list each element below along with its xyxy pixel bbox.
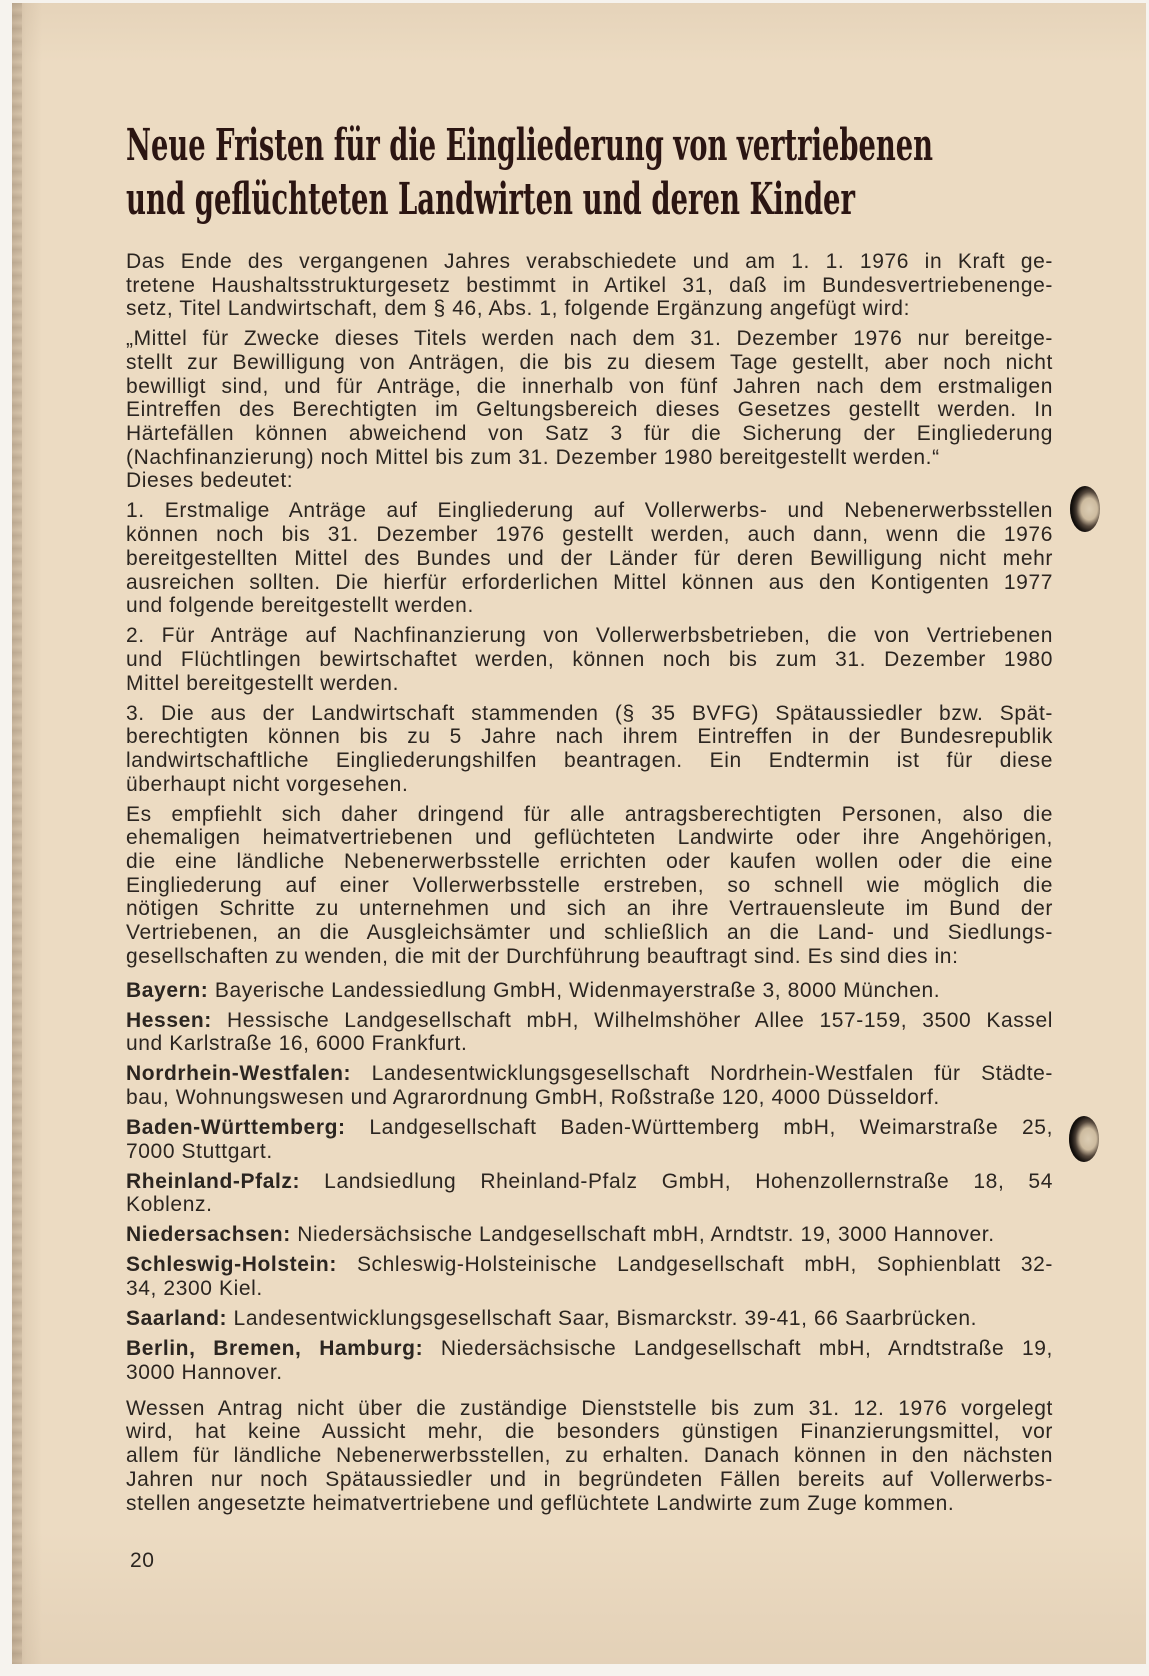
line-text: wird, hat keine Aussicht mehr, die besonders günstigen Finanzierungsmittel, vor bbox=[126, 1420, 1053, 1444]
title-line bbox=[126, 119, 1149, 173]
point-3-paragraph bbox=[126, 702, 1053, 797]
text-line-content bbox=[126, 446, 940, 470]
line-text: setz, Titel Landwirtschaft, dem § 46, Abs. 1, folgende Ergänzung angefügt wird: bbox=[126, 297, 911, 321]
line-text: die eine ländliche Nebenerwerbsstelle errichten oder kaufen wollen oder die eine bbox=[126, 849, 1053, 873]
text-line bbox=[126, 1420, 1053, 1444]
line-text: Niedersächsische Landgesellschaft mbH, Arndtstr. 19, 3000 Hannover. bbox=[297, 1223, 995, 1247]
region-label: Saarland: bbox=[126, 1306, 228, 1330]
line-text: Jahren nur noch Spätaussiedler und in begründeten Fällen bereits auf Vollerwerbs- bbox=[126, 1467, 1053, 1491]
text-line-content bbox=[126, 1223, 995, 1247]
point-2-paragraph bbox=[126, 624, 1053, 695]
text-line-content bbox=[126, 897, 1053, 921]
text-line-content bbox=[126, 571, 1053, 595]
line-text: Schleswig-Holsteinische Landgesellschaft mbH, Sophienblatt 32- bbox=[356, 1253, 1053, 1277]
line-text: stellen angesetzte heimatvertriebene und geflüchtete Landwirte zum Zuge kommen. bbox=[126, 1491, 955, 1515]
line-text: und folgende bereitgestellt werden. bbox=[126, 594, 474, 618]
text-line-content bbox=[126, 1140, 273, 1164]
line-text: Vertriebenen, an die Ausgleichsämter und schließlich an die Land- und Siedlungs- bbox=[126, 921, 1053, 945]
article-title bbox=[126, 119, 1149, 227]
text-line-content bbox=[126, 1253, 1053, 1277]
text-line bbox=[126, 921, 1053, 945]
line-text: 2. Für Anträge auf Nachfinanzierung von Vollerwerbsbetrieben, die von Vertriebenen bbox=[126, 624, 1053, 648]
text-line-content bbox=[126, 803, 1053, 827]
line-text: Eingliederung auf einer Vollerwerbsstelle erstreben, so schnell wie möglich die bbox=[126, 873, 1053, 897]
region-label: Rheinland-Pfalz: bbox=[126, 1169, 301, 1193]
text-line-content bbox=[126, 725, 1053, 749]
text-line bbox=[126, 773, 1053, 797]
region-label: Hessen: bbox=[126, 1008, 212, 1032]
text-line bbox=[126, 422, 1053, 446]
provision-summary-heading bbox=[126, 469, 1053, 493]
text-line-content bbox=[126, 1444, 1053, 1468]
line-text: stellt zur Bewilligung von Anträgen, die bis zu diesem Tage gestellt, aber noch nicht bbox=[126, 351, 1053, 375]
text-line-content bbox=[126, 398, 1053, 422]
text-line bbox=[126, 250, 1053, 274]
text-line-content bbox=[126, 1492, 954, 1516]
line-text: Dieses bedeutet: bbox=[126, 469, 294, 493]
address-schleswig-holstein bbox=[126, 1253, 1053, 1300]
line-text: ausreichen sollten. Die hierfür erforderlichen Mittel können aus den Kontigenten 1977 bbox=[126, 570, 1053, 594]
text-line bbox=[126, 850, 1053, 874]
line-text: Landsiedlung Rheinland-Pfalz GmbH, Hohenzollernstraße 18, 54 bbox=[324, 1169, 1053, 1193]
text-line bbox=[126, 375, 1053, 399]
text-line bbox=[126, 874, 1053, 898]
line-text: überhaupt nicht vorgesehen. bbox=[126, 772, 409, 796]
text-line bbox=[126, 897, 1053, 921]
address-nordrhein-westfalen bbox=[126, 1062, 1053, 1109]
text-line bbox=[126, 1492, 1053, 1516]
text-line-content bbox=[126, 1062, 1053, 1086]
text-line-content bbox=[126, 874, 1053, 898]
region-label: Nordrhein-Westfalen: bbox=[126, 1062, 352, 1086]
text-line bbox=[126, 826, 1053, 850]
text-line bbox=[126, 624, 1053, 648]
line-text: Das Ende des vergangenen Jahres verabschiedete und am 1. 1. 1976 in Kraft ge- bbox=[126, 250, 1053, 273]
region-label: Schleswig-Holstein: bbox=[126, 1253, 337, 1277]
region-label: Bayern: bbox=[126, 978, 209, 1002]
text-line-content bbox=[126, 773, 408, 797]
text-line-content bbox=[126, 1009, 1053, 1033]
text-line-content bbox=[126, 523, 1053, 547]
text-line bbox=[126, 1361, 1053, 1385]
text-line bbox=[126, 803, 1053, 827]
text-line-content bbox=[126, 594, 474, 618]
line-text: berechtigten können bis zu 5 Jahre nach ihrem Eintreffen in der Bundesrepublik bbox=[126, 725, 1053, 749]
line-text: allem für ländliche Nebenerwerbsstellen, zu erhalten. Danach können in den nächsten bbox=[126, 1444, 1053, 1468]
region-label: Baden-Württemberg: bbox=[126, 1115, 346, 1139]
line-text: Eintreffen des Berechtigten im Geltungsbereich dieses Gesetzes gestellt werden. In bbox=[126, 398, 1053, 422]
text-line bbox=[126, 1009, 1053, 1033]
line-text: Landesentwicklungsgesellschaft Nordrhein-Westfalen für Städte- bbox=[371, 1062, 1054, 1086]
text-line bbox=[126, 702, 1053, 726]
line-text: „Mittel für Zwecke dieses Titels werden nach dem 31. Dezember 1976 nur bereitge- bbox=[126, 327, 1053, 351]
address-bayern bbox=[126, 979, 1053, 1003]
line-text: (Nachfinanzierung) noch Mittel bis zum 31. Dezember 1980 bereitgestellt werden.“ bbox=[126, 445, 940, 469]
line-text: 3000 Hannover. bbox=[126, 1360, 283, 1384]
line-text: Hessische Landgesellschaft mbH, Wilhelmshöher Allee 157-159, 3500 Kassel bbox=[226, 1008, 1053, 1032]
text-line-content bbox=[126, 648, 1053, 672]
text-line-content bbox=[126, 1116, 1053, 1140]
text-line bbox=[126, 1444, 1053, 1468]
text-line bbox=[126, 749, 1053, 773]
text-line bbox=[126, 1397, 1053, 1421]
address-saarland bbox=[126, 1307, 1053, 1331]
text-line bbox=[126, 1062, 1053, 1086]
text-line-content bbox=[126, 351, 1053, 375]
text-line-content bbox=[126, 274, 1053, 298]
text-line bbox=[126, 1086, 1053, 1110]
text-line-content bbox=[126, 624, 1053, 648]
text-line-content bbox=[126, 749, 1053, 773]
text-line-content bbox=[126, 921, 1053, 945]
address-berlin-bremen-hamburg bbox=[126, 1337, 1053, 1384]
address-niedersachsen bbox=[126, 1223, 1053, 1247]
text-line-content bbox=[126, 422, 1053, 446]
text-line-content bbox=[126, 850, 1053, 874]
text-line-content bbox=[126, 979, 940, 1003]
line-text: nötigen Schritte zu unternehmen und sich an ihre Vertrauensleute im Bund der bbox=[126, 897, 1053, 921]
line-text: 3. Die aus der Landwirtschaft stammenden (§ 35 BVFG) Spätaussiedler bzw. Spät- bbox=[126, 701, 1053, 725]
text-line-content bbox=[126, 1086, 940, 1110]
text-line bbox=[126, 1116, 1053, 1140]
line-text: bereitgestellten Mittel des Bundes und der Länder für deren Bewilligung nicht mehr bbox=[126, 546, 1053, 570]
text-line bbox=[126, 327, 1053, 351]
line-text: Koblenz. bbox=[126, 1193, 213, 1217]
punch-hole bbox=[1069, 1116, 1099, 1162]
line-text: bau, Wohnungswesen und Agrarordnung GmbH, Roßstraße 120, 4000 Düsseldorf. bbox=[126, 1085, 940, 1109]
address-baden-wuerttemberg bbox=[126, 1116, 1053, 1163]
line-text: ehemaligen heimatvertriebenen und geflüchteten Landwirte oder ihre Angehörigen, bbox=[126, 826, 1053, 850]
text-line bbox=[126, 1193, 1053, 1217]
line-text: und Flüchtlingen bewirtschaftet werden, können noch bis zum 31. Dezember 1980 bbox=[126, 647, 1053, 671]
text-line-content bbox=[126, 1307, 977, 1331]
line-text: tretene Haushaltsstrukturgesetz bestimmt in Artikel 31, daß im Bundesvertriebenenge- bbox=[126, 273, 1053, 297]
line-text: 34, 2300 Kiel. bbox=[126, 1276, 263, 1300]
address-hessen bbox=[126, 1009, 1053, 1056]
title-line-text: und geflüchteten Landwirten und deren Kinder bbox=[126, 174, 855, 225]
line-text: gesellschaften zu wenden, die mit der Durchführung beauftragt sind. Es sind dies in: bbox=[126, 944, 959, 968]
text-line-content bbox=[126, 702, 1053, 726]
text-line bbox=[126, 547, 1053, 571]
line-text: Niedersächsische Landgesellschaft mbH, Arndtstraße 19, bbox=[440, 1336, 1053, 1360]
title-line bbox=[126, 173, 1149, 227]
text-line bbox=[126, 523, 1053, 547]
article-body bbox=[126, 250, 1053, 1515]
page-number: 20 bbox=[130, 1549, 155, 1572]
text-line bbox=[126, 351, 1053, 375]
text-line-content bbox=[126, 945, 959, 969]
line-text: können noch bis 31. Dezember 1976 gestellt werden, auch dann, wenn die 1976 bbox=[126, 523, 1053, 547]
region-label: Berlin, Bremen, Hamburg: bbox=[126, 1336, 424, 1360]
line-text: Landgesellschaft Baden-Württemberg mbH, Weimarstraße 25, bbox=[369, 1115, 1054, 1139]
address-rheinland-pfalz bbox=[126, 1170, 1053, 1217]
text-line bbox=[126, 1170, 1053, 1194]
text-line bbox=[126, 594, 1053, 618]
closing-paragraph bbox=[126, 1397, 1053, 1515]
line-text: Es empfiehlt sich daher dringend für alle antragsberechtigten Personen, also die bbox=[126, 802, 1053, 826]
text-line bbox=[126, 297, 1053, 321]
text-line bbox=[126, 1337, 1053, 1361]
text-line bbox=[126, 945, 1053, 969]
text-line-content bbox=[126, 1277, 263, 1301]
text-line bbox=[126, 571, 1053, 595]
text-line bbox=[126, 1277, 1053, 1301]
text-line-content bbox=[126, 1170, 1053, 1194]
text-line-content bbox=[126, 1420, 1053, 1444]
line-text: Mittel bereitgestellt werden. bbox=[126, 671, 400, 695]
text-line-content bbox=[126, 297, 910, 321]
text-line-content bbox=[126, 672, 399, 696]
text-line-content bbox=[126, 826, 1053, 850]
line-text: landwirtschaftliche Eingliederungshilfen beantragen. Ein Endtermin ist für diese bbox=[126, 748, 1053, 772]
text-line-content bbox=[126, 1397, 1053, 1421]
text-line-content bbox=[126, 469, 293, 493]
text-line bbox=[126, 499, 1053, 523]
text-line bbox=[126, 1307, 1053, 1331]
text-line-content bbox=[126, 1032, 467, 1056]
text-line bbox=[126, 648, 1053, 672]
text-line bbox=[126, 469, 1053, 493]
text-line bbox=[126, 1140, 1053, 1164]
point-1-paragraph bbox=[126, 499, 1053, 617]
line-text: bewilligt sind, und für Anträge, die innerhalb von fünf Jahren nach dem erstmaligen bbox=[126, 374, 1053, 398]
text-line-content bbox=[126, 1361, 283, 1385]
text-line bbox=[126, 274, 1053, 298]
quoted-provision bbox=[126, 327, 1053, 469]
text-line-content bbox=[126, 499, 1053, 523]
text-line-content bbox=[126, 547, 1053, 571]
text-line-content bbox=[126, 1468, 1053, 1492]
text-line bbox=[126, 1223, 1053, 1247]
title-line-text: Neue Fristen für die Eingliederung von vertriebenen bbox=[126, 120, 933, 171]
text-line bbox=[126, 979, 1053, 1003]
text-line bbox=[126, 725, 1053, 749]
region-label: Niedersachsen: bbox=[126, 1223, 291, 1247]
text-line-content bbox=[126, 1337, 1053, 1361]
line-text: Härtefällen können abweichend von Satz 3 für die Sicherung der Eingliederung bbox=[126, 422, 1053, 446]
binding-edge-shadow bbox=[12, 3, 22, 1664]
text-line-content bbox=[126, 250, 1053, 274]
text-line bbox=[126, 398, 1053, 422]
line-text: Wessen Antrag nicht über die zuständige Dienststelle bis zum 31. 12. 1976 vorgelegt bbox=[126, 1396, 1053, 1420]
punch-hole bbox=[1070, 486, 1100, 532]
text-line-content bbox=[126, 1193, 213, 1217]
text-line bbox=[126, 1468, 1053, 1492]
text-line bbox=[126, 1032, 1053, 1056]
intro-paragraph bbox=[126, 250, 1053, 321]
text-line bbox=[126, 1253, 1053, 1277]
line-text: Bayerische Landessiedlung GmbH, Widenmayerstraße 3, 8000 München. bbox=[214, 978, 941, 1002]
text-line bbox=[126, 446, 1053, 470]
text-line bbox=[126, 672, 1053, 696]
line-text: 1. Erstmalige Anträge auf Eingliederung auf Vollerwerbs- und Nebenerwerbsstellen bbox=[126, 499, 1053, 523]
recommendation-paragraph bbox=[126, 803, 1053, 969]
line-text: 7000 Stuttgart. bbox=[126, 1139, 273, 1163]
text-line-content bbox=[126, 327, 1053, 351]
line-text: Landesentwicklungsgesellschaft Saar, Bismarckstr. 39-41, 66 Saarbrücken. bbox=[233, 1306, 978, 1330]
text-line-content bbox=[126, 375, 1053, 399]
line-text: und Karlstraße 16, 6000 Frankfurt. bbox=[126, 1032, 468, 1056]
